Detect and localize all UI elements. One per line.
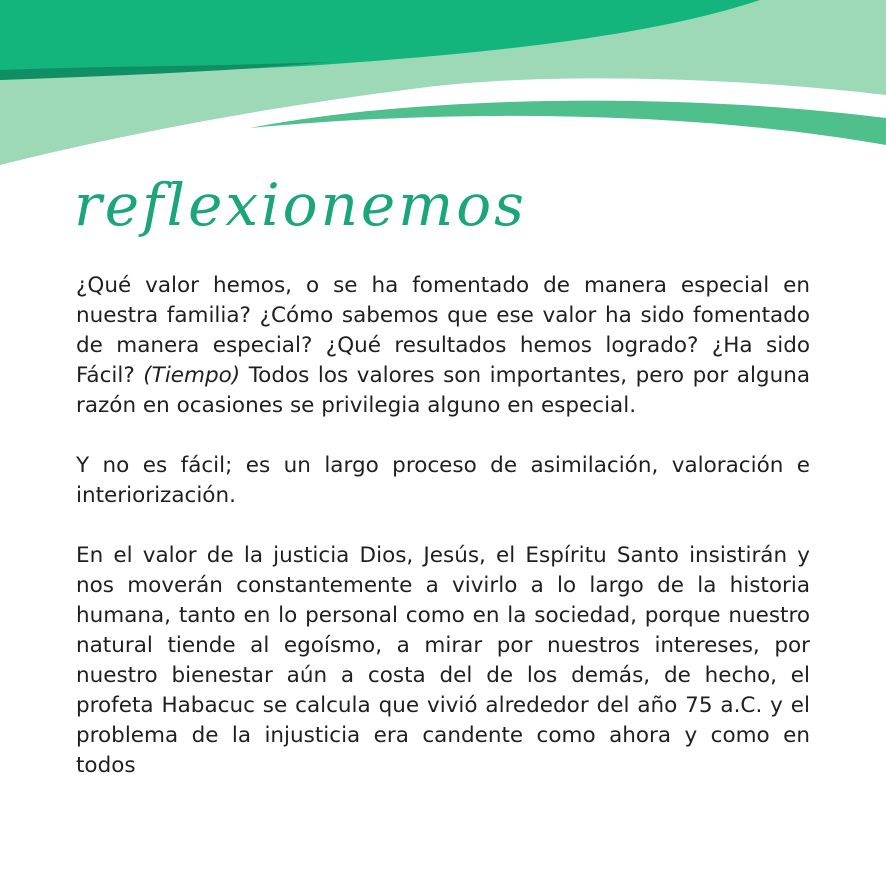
italic-note: (Tiempo): [143, 363, 241, 388]
page-title: reflexionemos: [74, 171, 527, 239]
paragraph-2: Y no es fácil; es un largo proceso de asimilación, valoración e interiorización.: [76, 453, 810, 508]
paragraph-3: En el valor de la justicia Dios, Jesús, el Espíritu Santo insistirán y nos moverán constantemente a vivirlo a lo largo de la historia humana, tanto en lo personal como en la sociedad, porque nuestro natural tiende al egoísmo, a mirar por nuestros intereses, por nuestro bienestar aún a costa del de los demás, de hecho, el profeta Habacuc se calcula que vivió alrededor del año 75 a.C. y el problema de la injusticia era candente como ahora y como en todos: [76, 543, 810, 778]
body-text: [76, 271, 810, 811]
header-wave-decoration: [0, 0, 886, 170]
paragraph-1: ¿Qué valor hemos, o se ha fomentado de manera especial en nuestra familia? ¿Cómo sabemos que ese valor ha sido fomentado de manera especial? ¿Qué resultados hemos logrado? ¿Ha sido Fácil? (Tiempo) Todos los valores son importantes, pero por alguna razón en ocasiones se privilegia alguno en especial.: [76, 273, 810, 418]
medium-green-swoosh: [250, 101, 886, 145]
